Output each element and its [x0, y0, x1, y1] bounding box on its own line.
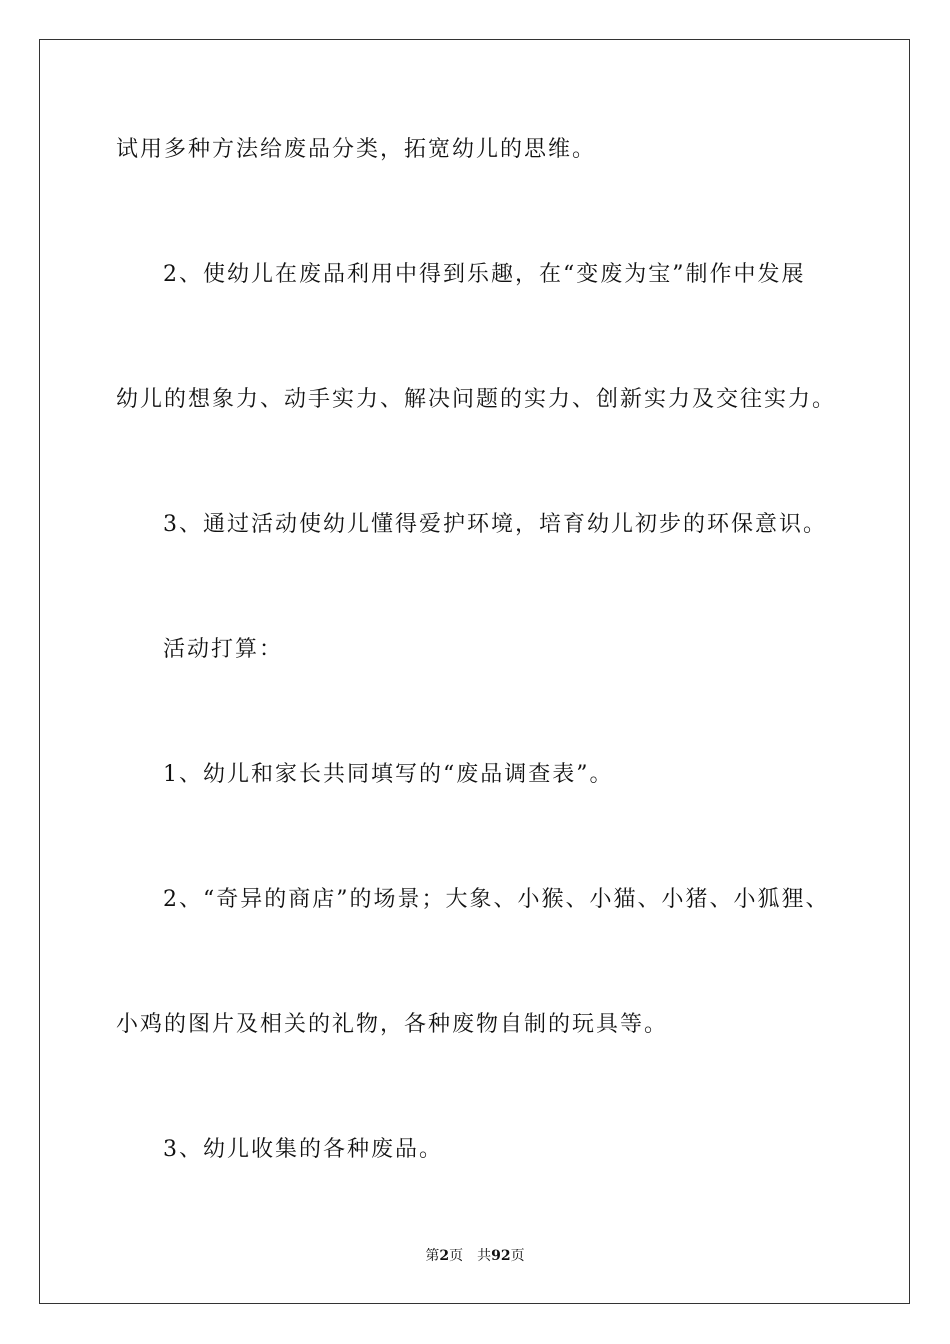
page-number: 2: [439, 1248, 450, 1264]
paragraph-line: 小鸡的图片及相关的礼物，各种废物自制的玩具等。: [116, 1012, 669, 1037]
page-prefix: 第: [425, 1248, 440, 1264]
paragraph-line: 幼儿的想象力、动手实力、解决问题的实力、创新实力及交往实力。: [116, 387, 837, 412]
page-suffix: 页: [449, 1248, 464, 1264]
total-suffix: 页: [510, 1248, 525, 1264]
paragraph-line: 3、幼儿收集的各种废品。: [163, 1137, 443, 1162]
paragraph-line: 1、幼儿和家长共同填写的“废品调查表”。: [163, 762, 614, 787]
page-footer: [0, 1247, 950, 1265]
paragraph-line: 2、“奇异的商店”的场景；大象、小猴、小猫、小猪、小狐狸、: [163, 887, 830, 912]
paragraph-line: 3、通过活动使幼儿懂得爱护环境，培育幼儿初步的环保意识。: [163, 512, 827, 537]
total-prefix: 共: [477, 1248, 492, 1264]
total-pages: 92: [491, 1248, 511, 1264]
page-border: [39, 39, 910, 1304]
paragraph-line: 2、使幼儿在废品利用中得到乐趣，在“变废为宝”制作中发展: [163, 262, 806, 287]
section-heading: 活动打算：: [163, 637, 284, 662]
paragraph-line: 试用多种方法给废品分类，拓宽幼儿的思维。: [116, 137, 597, 162]
